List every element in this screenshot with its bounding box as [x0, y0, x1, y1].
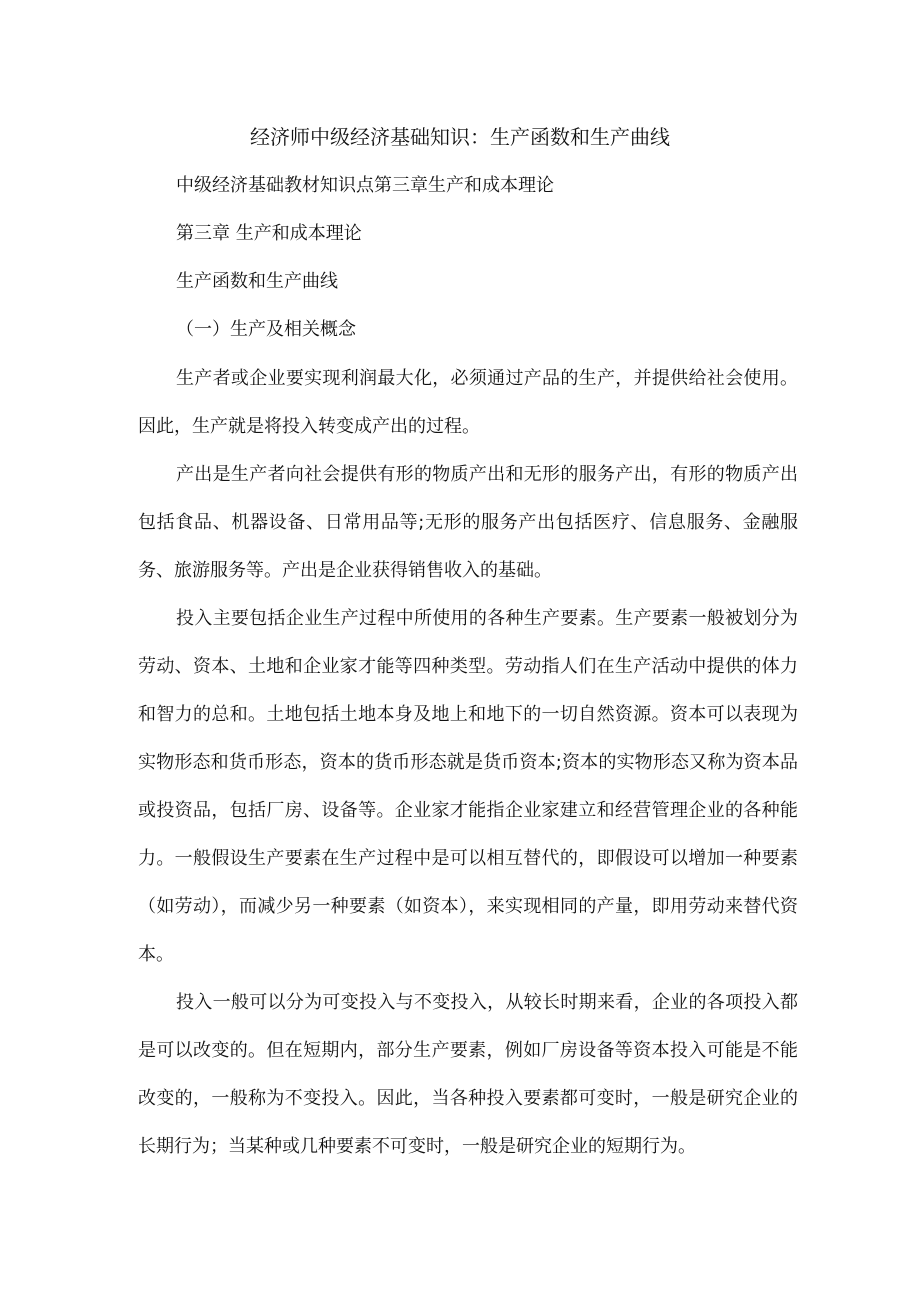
paragraph-output: 产出是生产者向社会提供有形的物质产出和无形的服务产出，有形的物质产出包括食品、机器设备、日常用品等;无形的服务产出包括医疗、信息服务、金融服务、旅游服务等。产出是企业获得销售收入的基础。 — [138, 464, 798, 581]
section-heading: 生产函数和生产曲线 — [176, 271, 338, 292]
paragraph-input-factors: 投入主要包括企业生产过程中所使用的各种生产要素。生产要素一般被划分为劳动、资本、土地和企业家才能等四种类型。劳动指人们在生产活动中提供的体力和智力的总和。土地包括土地本身及地上和地下的一切自然资源。资本可以表现为实物形态和货币形态，资本的货币形态就是货币资本;资本的实物形态又称为资本品或投资品，包括厂房、设备等。企业家才能指企业家建立和经营管理企业的各种能力。一般假设生产要素在生产过程中是可以相互替代的，即假设可以增加一种要素（如劳动），而减少另一种要素（如资本），来实现相同的产量，即用劳动来替代资本。 — [138, 608, 798, 965]
chapter-heading: 第三章 生产和成本理论 — [176, 223, 362, 244]
paragraph-variable-input: 投入一般可以分为可变投入与不变投入，从较长时期来看，企业的各项投入都是可以改变的。但在短期内，部分生产要素，例如厂房设备等资本投入可能是不能改变的，一般称为不变投入。因此，当各种投入要素都可变时，一般是研究企业的长期行为；当某种或几种要素不可变时，一般是研究企业的短期行为。 — [138, 992, 798, 1157]
paragraph-production: 生产者或企业要实现利润最大化，必须通过产品的生产，并提供给社会使用。因此，生产就是将投入转变成产出的过程。 — [138, 368, 798, 437]
document-title: 经济师中级经济基础知识：生产函数和生产曲线 — [250, 125, 670, 149]
document-subtitle: 中级经济基础教材知识点第三章生产和成本理论 — [176, 175, 554, 196]
subsection-heading: （一）生产及相关概念 — [176, 319, 356, 340]
